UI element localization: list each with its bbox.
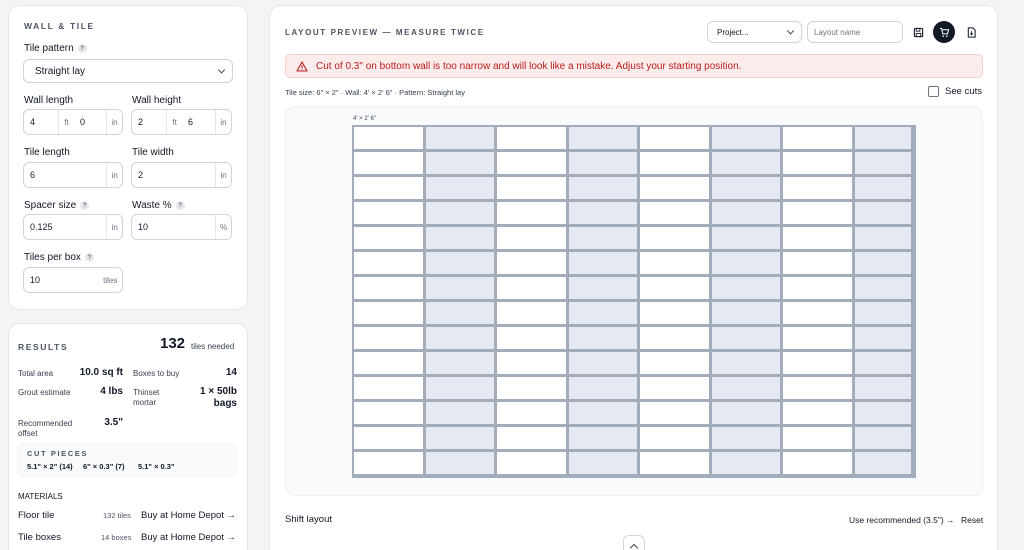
wall-height-in-input[interactable]	[182, 110, 215, 134]
see-cuts-label: See cuts	[945, 86, 982, 97]
offset-label-line2: offset	[18, 429, 38, 438]
tile	[783, 177, 852, 199]
tile	[640, 427, 709, 449]
thinset-value	[180, 386, 237, 410]
wall-length-in-input[interactable]	[74, 110, 106, 134]
cut-pieces-title: CUT PIECES	[27, 449, 89, 458]
tile	[783, 127, 852, 149]
tile	[640, 277, 709, 299]
tile	[354, 202, 423, 224]
tile	[497, 177, 566, 199]
total-area-value: 10.0 sq ft	[79, 367, 123, 378]
tile-length-unit: in	[106, 163, 122, 187]
layout-info-line: Tile size: 6" × 2" · Wall: 4' × 2' 6" · Pattern: Straight lay	[285, 88, 465, 97]
cut-piece-item: 6" × 0.3" (7)	[83, 462, 125, 471]
buy-link[interactable]: Buy at Home Depot →	[141, 532, 237, 543]
spacer-size-label	[24, 200, 89, 211]
tile	[569, 152, 637, 174]
tile-grid	[352, 125, 916, 478]
save-button[interactable]	[908, 22, 928, 42]
tile	[783, 427, 852, 449]
tile	[712, 127, 780, 149]
tile	[426, 252, 494, 274]
use-recommended-link[interactable]: Use recommended (3.5") →	[849, 515, 955, 525]
tile	[426, 327, 494, 349]
tile	[426, 352, 494, 374]
tile	[354, 152, 423, 174]
tile	[712, 377, 780, 399]
offset-label	[18, 419, 72, 439]
tile-length-input[interactable]	[24, 163, 106, 187]
export-button[interactable]	[961, 22, 981, 42]
tile	[569, 427, 637, 449]
tile	[712, 227, 780, 249]
tile	[354, 277, 423, 299]
tile	[640, 327, 709, 349]
tile	[783, 202, 852, 224]
wall-height-in-unit: in	[215, 110, 231, 134]
material-name: Tile boxes	[18, 532, 61, 543]
tile	[640, 177, 709, 199]
tile	[569, 177, 637, 199]
thinset-value-line1: 1 × 50lb	[200, 386, 237, 397]
tile	[855, 352, 911, 374]
tile	[640, 452, 709, 474]
tile-pattern-value: Straight lay	[35, 65, 86, 77]
tile	[497, 377, 566, 399]
tile	[712, 352, 780, 374]
tile	[569, 202, 637, 224]
tile	[712, 302, 780, 324]
boxes-value: 14	[225, 367, 237, 378]
tile	[640, 402, 709, 424]
tile-length-label: Tile length	[24, 147, 70, 158]
tiles-per-box-label	[24, 252, 94, 263]
tile	[783, 452, 852, 474]
tile	[569, 302, 637, 324]
tile	[855, 127, 911, 149]
layout-name-field	[807, 21, 903, 43]
tile	[712, 202, 780, 224]
tile	[569, 327, 637, 349]
tile	[783, 302, 852, 324]
tile	[497, 352, 566, 374]
tile	[354, 252, 423, 274]
tile	[640, 202, 709, 224]
tile	[569, 352, 637, 374]
tile	[569, 402, 637, 424]
spacer-size-input[interactable]	[24, 215, 106, 239]
tile	[497, 302, 566, 324]
tile	[426, 302, 494, 324]
material-name: Floor tile	[18, 510, 55, 521]
chevron-down-icon	[218, 66, 225, 73]
tile	[783, 377, 852, 399]
tile	[426, 127, 494, 149]
materials-title: MATERIALS	[18, 492, 63, 501]
help-icon[interactable]: ?	[85, 253, 94, 262]
tile	[497, 202, 566, 224]
tile-width-unit: in	[215, 163, 231, 187]
tile	[569, 227, 637, 249]
boxes-label: Boxes to buy	[133, 369, 180, 378]
tile	[855, 177, 911, 199]
tile	[640, 352, 709, 374]
tile	[640, 152, 709, 174]
wall-height-ft-input[interactable]	[132, 110, 166, 134]
tile	[497, 427, 566, 449]
tile	[783, 277, 852, 299]
tile	[354, 327, 423, 349]
waste-field	[131, 214, 232, 240]
tile	[497, 227, 566, 249]
tile-length-field	[23, 162, 123, 188]
wall-length-label: Wall length	[24, 95, 74, 106]
tile	[855, 452, 911, 474]
shift-layout-label: Shift layout	[285, 514, 332, 525]
tiles-needed-count: 132	[160, 335, 186, 352]
project-select-value: Project...	[717, 27, 749, 37]
wall-length-ft-input[interactable]	[24, 110, 58, 134]
wall-height-label: Wall height	[132, 95, 182, 106]
tile	[354, 377, 423, 399]
tile	[855, 302, 911, 324]
wall-height-field	[131, 109, 232, 135]
layout-name-input[interactable]	[808, 22, 902, 42]
thinset-value-line2: bags	[213, 398, 237, 409]
tile	[640, 377, 709, 399]
wall-length-ft-unit: ft	[58, 110, 74, 134]
tile	[640, 127, 709, 149]
tile	[855, 227, 911, 249]
tile	[497, 152, 566, 174]
cart-button[interactable]	[933, 21, 955, 43]
tile	[640, 227, 709, 249]
material-qty: 132 tiles	[103, 511, 131, 520]
help-icon[interactable]: ?	[78, 44, 87, 53]
tile	[855, 277, 911, 299]
tile	[712, 402, 780, 424]
tiles-per-box-label-text: Tiles per box	[24, 252, 81, 263]
tile	[712, 327, 780, 349]
tile	[497, 327, 566, 349]
tile	[783, 352, 852, 374]
tile	[426, 277, 494, 299]
cut-warning-alert	[285, 54, 983, 78]
preview-title: LAYOUT PREVIEW — MEASURE TWICE	[285, 28, 485, 37]
tile	[569, 277, 637, 299]
tile	[783, 327, 852, 349]
tile	[855, 152, 911, 174]
grout-label: Grout estimate	[18, 388, 71, 397]
tile	[712, 152, 780, 174]
wall-length-in-unit: in	[106, 110, 122, 134]
alert-text: Cut of 0.3" on bottom wall is too narrow and will look like a mistake. Adjust your starting position.	[316, 60, 742, 72]
tile	[712, 177, 780, 199]
tile	[855, 252, 911, 274]
tile	[712, 252, 780, 274]
tile	[855, 402, 911, 424]
tile	[426, 227, 494, 249]
tile-pattern-label-text: Tile pattern	[24, 43, 74, 54]
tile	[569, 127, 637, 149]
help-icon[interactable]: ?	[80, 201, 89, 210]
tile	[783, 402, 852, 424]
tiles-needed-label: tiles needed	[191, 342, 235, 351]
expand-up-button[interactable]	[623, 535, 645, 550]
material-qty: 14 boxes	[101, 533, 132, 542]
tile	[426, 377, 494, 399]
tile-width-field	[131, 162, 232, 188]
tile	[712, 427, 780, 449]
tile	[855, 202, 911, 224]
tile	[354, 352, 423, 374]
tile-width-input[interactable]	[132, 163, 215, 187]
tile	[497, 127, 566, 149]
tiles-per-box-unit: tiles	[103, 275, 118, 285]
spacer-size-unit: in	[106, 215, 122, 239]
offset-label-line1: Recommended	[18, 419, 73, 428]
chevron-down-icon	[787, 27, 794, 34]
spacer-size-field	[23, 214, 123, 240]
tile	[640, 252, 709, 274]
wall-height-ft-unit: ft	[166, 110, 182, 134]
tile	[354, 452, 423, 474]
tile	[354, 302, 423, 324]
cut-piece-item: 5.1" × 0.3"	[138, 462, 175, 471]
thinset-label	[133, 388, 159, 408]
tile	[712, 452, 780, 474]
spacer-size-label-text: Spacer size	[24, 200, 77, 211]
tile	[354, 427, 423, 449]
tile	[569, 252, 637, 274]
tile	[426, 452, 494, 474]
wall-dimension-label: 4' × 2' 6"	[353, 116, 376, 122]
tile	[783, 252, 852, 274]
file-export-icon	[966, 27, 977, 38]
tile	[569, 377, 637, 399]
tile	[354, 402, 423, 424]
tiles-per-box-input[interactable]	[24, 268, 99, 292]
tile	[426, 202, 494, 224]
tile	[426, 402, 494, 424]
buy-link[interactable]: Buy at Home Depot →	[141, 510, 237, 521]
waste-label-text: Waste %	[132, 200, 172, 211]
tile	[497, 252, 566, 274]
wall-length-field	[23, 109, 123, 135]
tile	[855, 377, 911, 399]
results-title: RESULTS	[18, 342, 69, 352]
tile	[497, 402, 566, 424]
save-icon	[913, 27, 924, 38]
waste-label	[132, 200, 185, 211]
tile	[497, 452, 566, 474]
tile	[354, 127, 423, 149]
thinset-label-line2: mortar	[133, 398, 157, 407]
see-cuts-checkbox[interactable]	[928, 86, 939, 97]
tile-pattern-label	[24, 43, 87, 54]
tile	[855, 327, 911, 349]
tile	[855, 427, 911, 449]
cut-piece-item: 5.1" × 2" (14)	[27, 462, 73, 471]
tile	[712, 277, 780, 299]
tile-width-label: Tile width	[132, 147, 174, 158]
tile	[426, 427, 494, 449]
warning-icon	[296, 61, 308, 72]
offset-value: 3.5"	[104, 417, 123, 428]
grout-value: 4 lbs	[100, 386, 123, 397]
waste-input[interactable]	[132, 215, 215, 239]
tiles-per-box-field	[23, 267, 123, 293]
total-area-label: Total area	[18, 369, 54, 378]
tile-pattern-select[interactable]	[23, 59, 233, 83]
tile	[783, 152, 852, 174]
tile	[354, 227, 423, 249]
tile	[569, 452, 637, 474]
cart-icon	[939, 27, 950, 38]
project-select[interactable]	[707, 21, 802, 43]
tile	[783, 227, 852, 249]
thinset-label-line1: Thinset	[133, 388, 160, 397]
tile	[497, 277, 566, 299]
tile	[354, 177, 423, 199]
reset-link[interactable]: Reset	[961, 515, 984, 525]
tile	[640, 302, 709, 324]
help-icon[interactable]: ?	[176, 201, 185, 210]
tile	[426, 152, 494, 174]
tile	[426, 177, 494, 199]
waste-unit: %	[215, 215, 231, 239]
wall-tile-title: WALL & TILE	[24, 21, 95, 31]
